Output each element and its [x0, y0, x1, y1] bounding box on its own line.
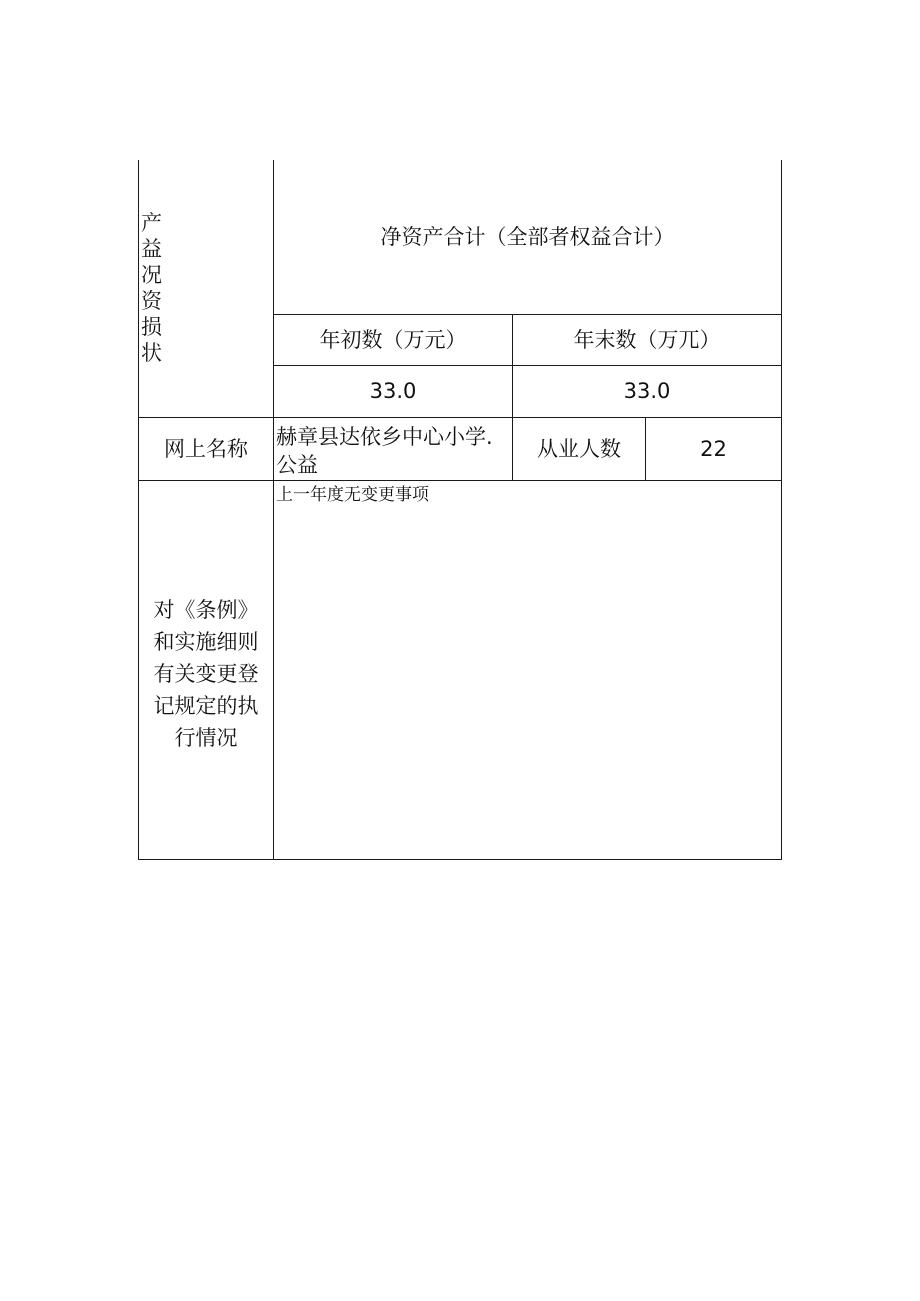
online-name-label: 网上名称 — [164, 436, 248, 461]
execution-value: 上一年度无变更事项 — [276, 485, 429, 505]
net-assets-header: 净资产合计（全部者权益合计） — [380, 224, 675, 249]
online-name-value: 赫章县达依乡中心小学. 公益 — [276, 425, 493, 477]
execution-label: 对《条例》和实施细则有关变更登记规定的执行情况 — [153, 598, 259, 750]
table-row-line-execution — [138, 480, 782, 481]
assets-section-label: 产益况资损状 — [141, 211, 162, 365]
staff-count-label: 从业人数 — [537, 436, 621, 461]
staff-count-value: 22 — [700, 436, 727, 461]
year-end-header: 年末数（万兀） — [573, 327, 721, 352]
year-begin-value: 33.0 — [369, 379, 417, 403]
table-border-right — [781, 160, 782, 860]
table-border-left — [138, 160, 139, 860]
year-begin-header: 年初数（万元） — [319, 327, 467, 352]
year-end-value: 33.0 — [623, 379, 671, 403]
table-border-bottom — [138, 859, 782, 860]
